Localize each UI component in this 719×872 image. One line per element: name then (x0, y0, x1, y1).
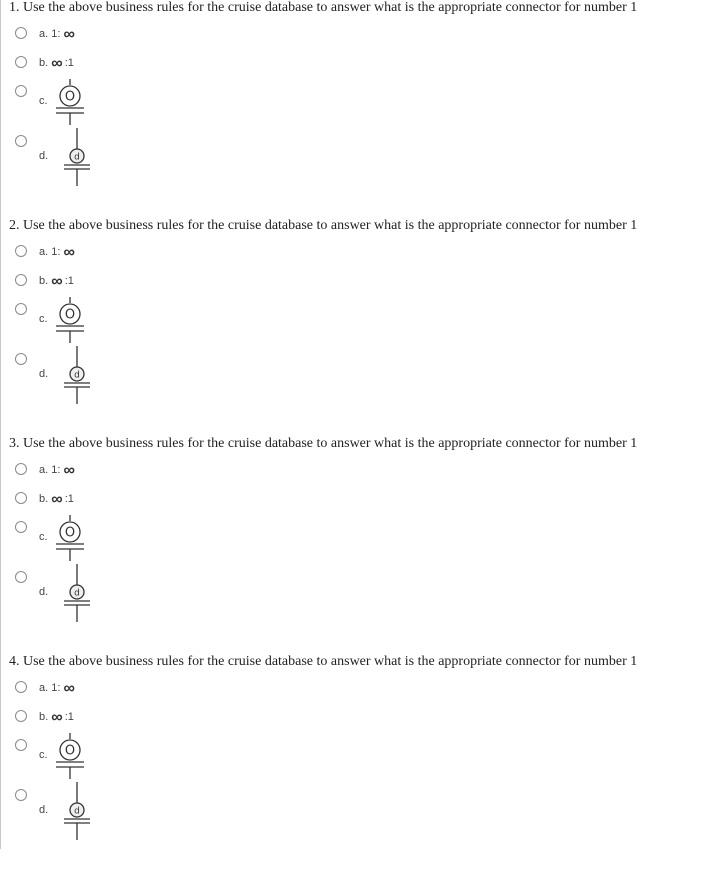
disjoint-subtype-connector-icon (64, 564, 90, 622)
svg-text:d: d (74, 588, 80, 599)
option-c-radio[interactable] (15, 521, 27, 533)
option-c-letter: c. (39, 531, 48, 543)
question-2 (0, 218, 719, 436)
svg-text:d: d (74, 806, 80, 817)
question-4 (0, 654, 719, 872)
option-c-radio[interactable] (15, 303, 27, 315)
svg-text:O: O (64, 525, 76, 541)
option-a-radio[interactable] (15, 27, 27, 39)
option-b-radio[interactable] (15, 492, 27, 504)
option-a-label: a. 1: ∞ (39, 244, 74, 261)
question-text: 2. Use the above business rules for the cruise database to answer what is the appropriate connector for number 1 (9, 218, 638, 233)
question-text: 1. Use the above business rules for the cruise database to answer what is the appropriate connector for number 1 (9, 0, 638, 15)
option-d-letter: d. (39, 368, 49, 380)
svg-text:d: d (74, 152, 80, 163)
svg-text:O: O (64, 307, 76, 323)
question-text: 3. Use the above business rules for the cruise database to answer what is the appropriate connector for number 1 (9, 436, 638, 451)
option-b-label: b. ∞ :1 (39, 273, 74, 290)
option-a-label: a. 1: ∞ (39, 680, 74, 697)
option-a-radio[interactable] (15, 681, 27, 693)
option-d-letter: d. (39, 586, 49, 598)
option-b-label: b. ∞ :1 (39, 55, 74, 72)
infinity-icon: ∞ (51, 273, 62, 290)
question-text: 4. Use the above business rules for the cruise database to answer what is the appropriate connector for number 1 (9, 654, 638, 669)
question-3 (0, 436, 719, 654)
overlapping-subtype-connector-icon (56, 297, 84, 343)
option-a-radio[interactable] (15, 463, 27, 475)
svg-text:d: d (74, 370, 80, 381)
disjoint-subtype-connector-icon (64, 128, 90, 186)
option-d-radio[interactable] (15, 135, 27, 147)
option-a-radio[interactable] (15, 245, 27, 257)
infinity-icon: ∞ (51, 709, 62, 726)
overlapping-subtype-connector-icon (56, 79, 84, 125)
option-c-radio[interactable] (15, 739, 27, 751)
svg-text:O: O (64, 89, 76, 105)
option-c-letter: c. (39, 313, 48, 325)
option-d-letter: d. (39, 150, 49, 162)
infinity-icon: ∞ (51, 55, 62, 72)
option-d-radio[interactable] (15, 353, 27, 365)
infinity-icon: ∞ (63, 462, 74, 479)
option-d-letter: d. (39, 804, 49, 816)
option-b-radio[interactable] (15, 710, 27, 722)
option-b-radio[interactable] (15, 274, 27, 286)
option-c-radio[interactable] (15, 85, 27, 97)
option-c-letter: c. (39, 95, 48, 107)
infinity-icon: ∞ (63, 680, 74, 697)
option-d-radio[interactable] (15, 789, 27, 801)
infinity-icon: ∞ (51, 491, 62, 508)
svg-text:O: O (64, 743, 76, 759)
option-b-radio[interactable] (15, 56, 27, 68)
overlapping-subtype-connector-icon (56, 733, 84, 779)
option-c-letter: c. (39, 749, 48, 761)
option-b-label: b. ∞ :1 (39, 709, 74, 726)
option-a-label: a. 1: ∞ (39, 26, 74, 43)
question-1 (0, 0, 719, 218)
infinity-icon: ∞ (63, 26, 74, 43)
option-b-label: b. ∞ :1 (39, 491, 74, 508)
option-d-radio[interactable] (15, 571, 27, 583)
overlapping-subtype-connector-icon (56, 515, 84, 561)
disjoint-subtype-connector-icon (64, 346, 90, 404)
disjoint-subtype-connector-icon (64, 782, 90, 840)
infinity-icon: ∞ (63, 244, 74, 261)
option-a-label: a. 1: ∞ (39, 462, 74, 479)
